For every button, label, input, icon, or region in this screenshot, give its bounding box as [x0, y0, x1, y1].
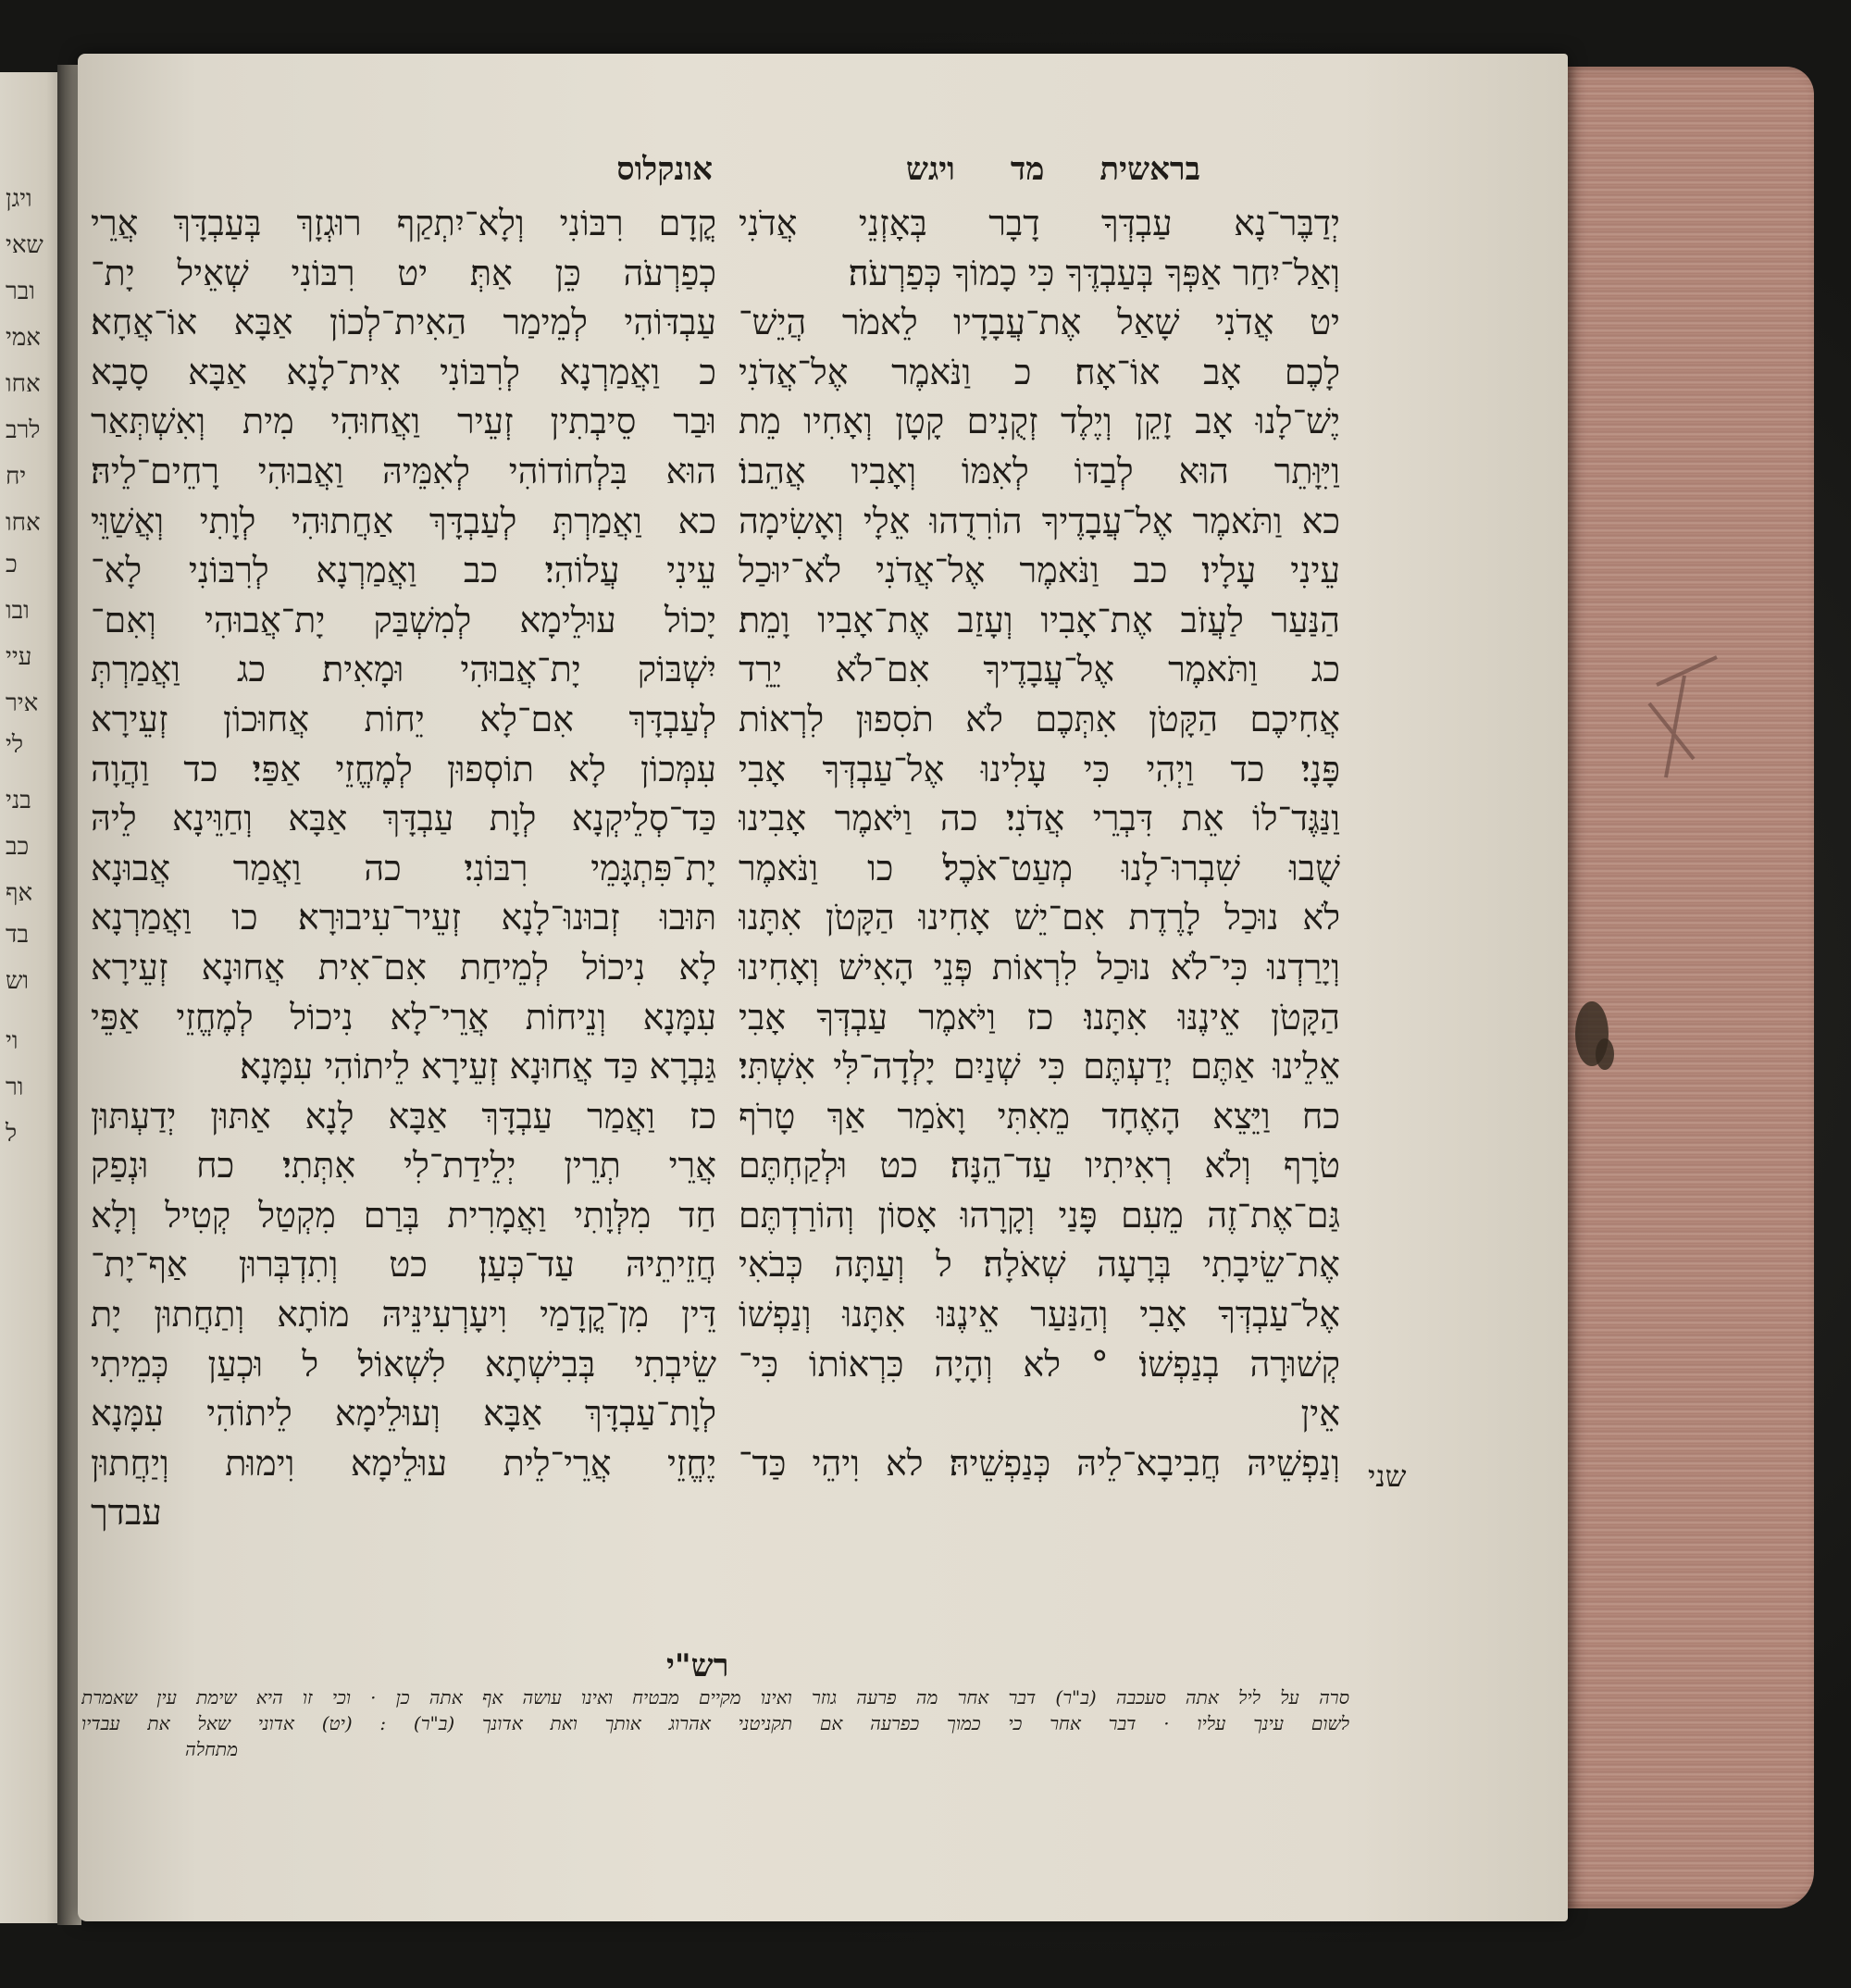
hebrew-line: וַנַּגֶּד־לוֹ אֵת דִּבְרֵי אֲדֹנִי׃ כה וַיֹּאמֶר אָבִינוּ — [739, 798, 1340, 839]
rashi-line: מתחלה — [185, 1738, 238, 1760]
targum-text-column — [91, 199, 716, 1538]
targum-line: לְעַבְדָּךְ אִם־לָא יֵחוֹת אֲחוּכוֹן זְעֵירָא — [91, 698, 716, 739]
hebrew-line: הַקָּטֹן אֵינֶנּוּ אִתָּנוּ׃ כז וַיֹּאמֶר עַבְדְּךָ אָבִי — [739, 996, 1340, 1037]
facing-page-fragment: בד — [6, 921, 30, 949]
hebrew-line: לָכֶם אָב אוֹ־אָח׃ כ וַנֹּאמֶר אֶל־אֲדֹנִי — [739, 351, 1340, 392]
targum-line: לָא נִיכוֹל לְמֵיחַת אִם־אִית אֲחוּנָא זְעֵירָא — [91, 946, 716, 988]
targum-line: יָת־פִּתְגָּמֵי רִבּוֹנִי׃ כה וַאֲמַר אֲבוּנָא — [91, 847, 716, 888]
targum-line: יֶחֱזֵי אֲרֵי־לֵית עוּלֵימָא וִימוּת וְיַחֲתוּן — [91, 1442, 716, 1484]
targum-line: כַּד־סְלֵיקְנָא לְוָת עַבְדָּךְ אַבָּא וְחַוֵּינָא לֵיהּ — [91, 798, 716, 839]
facing-page-fragment: יח — [6, 463, 27, 491]
hebrew-line: שֻׁבוּ שִׁבְרוּ־לָנוּ מְעַט־אֹכֶל׃ כו וַנֹּאמֶר — [739, 847, 1340, 888]
facing-page-fragment: ויגן — [6, 185, 32, 213]
hebrew-line: כג וַתֹּאמֶר אֶל־עֲבָדֶיךָ אִם־לֹא יֵרֵד — [739, 649, 1340, 690]
facing-page-fragment: ור — [6, 1074, 24, 1101]
hebrew-line: וְאַל־יִחַר אַפְּךָ בְּעַבְדֶּךָ כִּי כָמוֹךָ כְּפַרְעֹה׃ — [848, 252, 1340, 293]
targum-line: עִמְּכוֹן לָא תוֹסְפוּן לְמֶחֱזֵי אַפַּי׃ כד וַהֲוָה — [91, 748, 716, 789]
facing-page-fragment: אחו — [6, 370, 41, 398]
pencil-mark — [1629, 648, 1740, 787]
targum-line: הוּא בִּלְחוֹדוֹהִי לְאִמֵּיהּ וַאֲבוּהִי רָחֵים־לֵיהּ׃ — [91, 450, 716, 491]
facing-page-fragment: ל — [6, 1120, 18, 1148]
targum-line: עִמָּנָא וְנֵיחוֹת אֲרֵי־לָא נִיכוֹל לְמֶחֱזֵי אַפֵּי — [91, 996, 716, 1037]
targum-line: כ וַאֲמַרְנָא לְרִבּוֹנִי אִית־לָנָא אַבָּא סָבָא — [91, 351, 716, 392]
facing-page-fragment: וי — [6, 1027, 19, 1055]
targum-header: אונקלוס — [616, 151, 713, 188]
targum-line: וּבַר סֵיבְתִין זְעֵיר וַאֲחוּהִי מִית וְאִשְׁתְּאַר — [91, 401, 716, 442]
targum-line: עבדך — [91, 1492, 162, 1534]
ink-stain — [1596, 1038, 1614, 1070]
hebrew-line: גַּם־אֶת־זֶה מֵעִם פָּנַי וְקָרָהוּ אָסוֹן וְהוֹרַדְתֶּם — [739, 1194, 1340, 1236]
hebrew-line: יְדַבֶּר־נָא עַבְדְּךָ דָבָר בְּאָזְנֵי אֲדֹנִי — [739, 203, 1340, 243]
aliyah-marker: שני — [1368, 1459, 1407, 1494]
rashi-heading: רש"י — [666, 1647, 729, 1684]
targum-line: שֵׂיבְתִי בְּבִישְׁתָא לִשְׁאוֹל׃ ל וּכְעַן כְּמֵיתִי — [91, 1343, 716, 1385]
targum-line: יָכוֹל עוּלֵימָא לְמִשְׁבַּק יָת־אֲבוּהִי וְאִם־ — [91, 599, 716, 640]
targum-line: כְפַרְעֹה כֵּן אַתְּ׃ יט רִבּוֹנִי שְׁאֵיל יָת־ — [91, 252, 716, 293]
rashi-line: לשום עינך עליו · דבר אחר כי כמוך כפרעה אם תקניטני אהרוג אותך ואת אדונך (ב"ר) : (יט) אדוני שאל את עבדיו — [81, 1712, 1349, 1734]
hebrew-line: יט אֲדֹנִי שָׁאַל אֶת־עֲבָדָיו לֵאמֹר הֲיֵשׁ־ — [739, 302, 1340, 343]
facing-page-fragment: לי — [6, 731, 23, 759]
targum-line: חֲזֵיתֵיהּ עַד־כְּעַן׃ כט וְתִדְבְּרוּן אַף־יָת־ — [91, 1244, 716, 1286]
targum-line: יִשְׁבּוֹק יָת־אֲבוּהִי וּמָאִית׃ כג וַאֲמַרְתְּ — [91, 649, 716, 690]
facing-page-fragment: כ — [6, 551, 18, 578]
targum-line: דֵּין מִן־קֳדָמַי וִיעָרְעִינֵּיהּ מוֹתָא וְתַחֲתוּן יָת — [91, 1294, 716, 1336]
hebrew-line: טֹרָף וְלֹא רְאִיתִיו עַד־הֵנָּה׃ כט וּלְקַחְתֶּם — [739, 1145, 1340, 1187]
facing-page-fragment: לרב — [6, 416, 41, 444]
targum-line: תּוּבוּ זְבוּנוּ־לָנָא זְעֵיר־עִיבוּרָא׃ כו וַאֲמַרְנָא — [91, 897, 716, 938]
facing-page-fragment: איר — [6, 690, 39, 717]
hebrew-line: כא וַתֹּאמֶר אֶל־עֲבָדֶיךָ הוֹרִדֻהוּ אֵלָי וְאָשִׂימָה — [739, 500, 1340, 541]
facing-page-fragment: כב — [6, 833, 30, 861]
hebrew-line: אֵין — [1300, 1393, 1340, 1435]
hebrew-line: יֶשׁ־לָנוּ אָב זָקֵן וְיֶלֶד זְקֻנִים קָטָן וְאָחִיו מֵת — [739, 401, 1340, 442]
facing-page-fragment: ובו — [6, 597, 30, 625]
targum-line: לְוָת־עַבְדָּךְ אַבָּא וְעוּלֵימָא לֵיתוֹהִי עִמָּנָא — [91, 1393, 716, 1435]
facing-page-fragment: אף — [6, 879, 33, 907]
hebrew-line: פָּנָי׃ כד וַיְהִי כִּי עָלִינוּ אֶל־עַבְדְּךָ אָבִי — [739, 748, 1340, 789]
facing-page-fragment: שאי — [6, 231, 43, 259]
book-title: בראשית — [1099, 151, 1200, 188]
facing-page-fragment: אחו — [6, 509, 41, 537]
hebrew-line: אֶת־שֵׂיבָתִי בְּרָעָה שְׁאֹלָה׃ ל וְעַתָּה כְּבֹאִי — [739, 1244, 1340, 1286]
targum-line: אֲרֵי תְרֵין יְלֵידַת־לִי אִתְּתִי׃ כח וּנְפַק — [91, 1145, 716, 1187]
hebrew-line: קְשׁוּרָה בְנַפְשׁוֹ׃ ° לא וְהָיָה כִּרְאוֹתוֹ כִּי־ — [739, 1343, 1340, 1385]
targum-line: כא וַאֲמַרְתְּ לְעַבְדָּךְ אַחֲתוּהִי לְוָתִי וְאֲשַׁוֵּי — [91, 500, 716, 541]
hebrew-line: אֲחִיכֶם הַקָּטֹן אִתְּכֶם לֹא תֹסִפוּן לִרְאוֹת — [739, 698, 1340, 739]
page-block-fore-edge — [1564, 67, 1814, 1908]
page-header-right — [906, 151, 1200, 188]
rashi-line: סרה על ליל אתה סעכבה (ב"ר) דבר אחר מה פרעה גוזר ואינו מקיים מבטיח ואינו עושה אף אתה כן · וכי זו היא שימת עין שאמרת — [81, 1686, 1349, 1708]
hebrew-line: אֶל־עַבְדְּךָ אָבִי וְהַנַּעַר אֵינֶנּוּ אִתָּנוּ וְנַפְשׁוֹ — [739, 1294, 1340, 1336]
chapter-number: מד — [1010, 151, 1045, 188]
facing-page-fragment: אמי — [6, 324, 41, 352]
hebrew-text-column — [739, 199, 1340, 1488]
facing-page-fragment: ובר — [6, 278, 35, 305]
hebrew-line: וְיָרַדְנוּ כִּי־לֹא נוּכַל לִרְאוֹת פְּנֵי הָאִישׁ וְאָחִינוּ — [739, 946, 1340, 988]
hebrew-line: הַנַּעַר לַעֲזֹב אֶת־אָבִיו וְעָזַב אֶת־אָבִיו וָמֵת׃ — [739, 599, 1340, 640]
targum-line: קֳדָם רִבּוֹנִי וְלָא־יִתְקַף רוּגְזָךְ בְּעַבְדָּךְ אֲרֵי — [91, 203, 716, 243]
hebrew-line: עֵינִי עָלָיו׃ כב וַנֹּאמֶר אֶל־אֲדֹנִי לֹא־יוּכַל — [739, 550, 1340, 591]
facing-page-fragment: עיי — [6, 643, 32, 671]
targum-line: כז וַאֲמַר עַבְדָּךְ אַבָּא לָנָא אַתּוּן יְדַעְתּוּן — [91, 1095, 716, 1137]
hebrew-line: כח וַיֵּצֵא הָאֶחָד מֵאִתִּי וָאֹמַר אַךְ טָרֹף — [739, 1095, 1340, 1137]
rashi-commentary — [81, 1684, 1349, 1762]
targum-line: גַּבְרָא כַּד אֲחוּנָא זְעֵירָא לֵיתוֹהִי עִמָּנָא׃ — [240, 1046, 716, 1087]
hebrew-line: וַיִּוָּתֵר הוּא לְבַדּוֹ לְאִמּוֹ וְאָבִיו אֲהֵבוֹ׃ — [739, 450, 1340, 491]
targum-line: עַבְדּוֹהִי לְמֵימַר הַאִית־לְכוֹן אַבָּא אוֹ־אֲחָא׃ — [91, 302, 716, 343]
targum-line: חַד מִלְּוָתִי וַאֲמָרִית בְּרַם מִקְטַל קְטִיל וְלָא — [91, 1194, 716, 1236]
facing-page-fragment: וש — [6, 967, 30, 995]
parasha-name: ויגש — [905, 151, 955, 188]
targum-line: עֵינִי עֲלוֹהִי׃ כב וַאֲמַרְנָא לְרִבּוֹנִי לָא־ — [91, 550, 716, 591]
hebrew-line: לֹא נוּכַל לָרֶדֶת אִם־יֵשׁ אָחִינוּ הַקָּטֹן אִתָּנוּ — [739, 897, 1340, 938]
hebrew-line: וְנַפְשֵׁיהּ חֲבִיבָא־לֵיהּ כְּנַפְשֵׁיהּ׃ לא וִיהֵי כַּד־ — [739, 1442, 1340, 1484]
hebrew-line: אֵלֵינוּ אַתֶּם יְדַעְתֶּם כִּי שְׁנַיִם יָלְדָה־לִּי אִשְׁתִּי׃ — [739, 1046, 1340, 1087]
facing-page-fragment: בני — [6, 787, 31, 814]
